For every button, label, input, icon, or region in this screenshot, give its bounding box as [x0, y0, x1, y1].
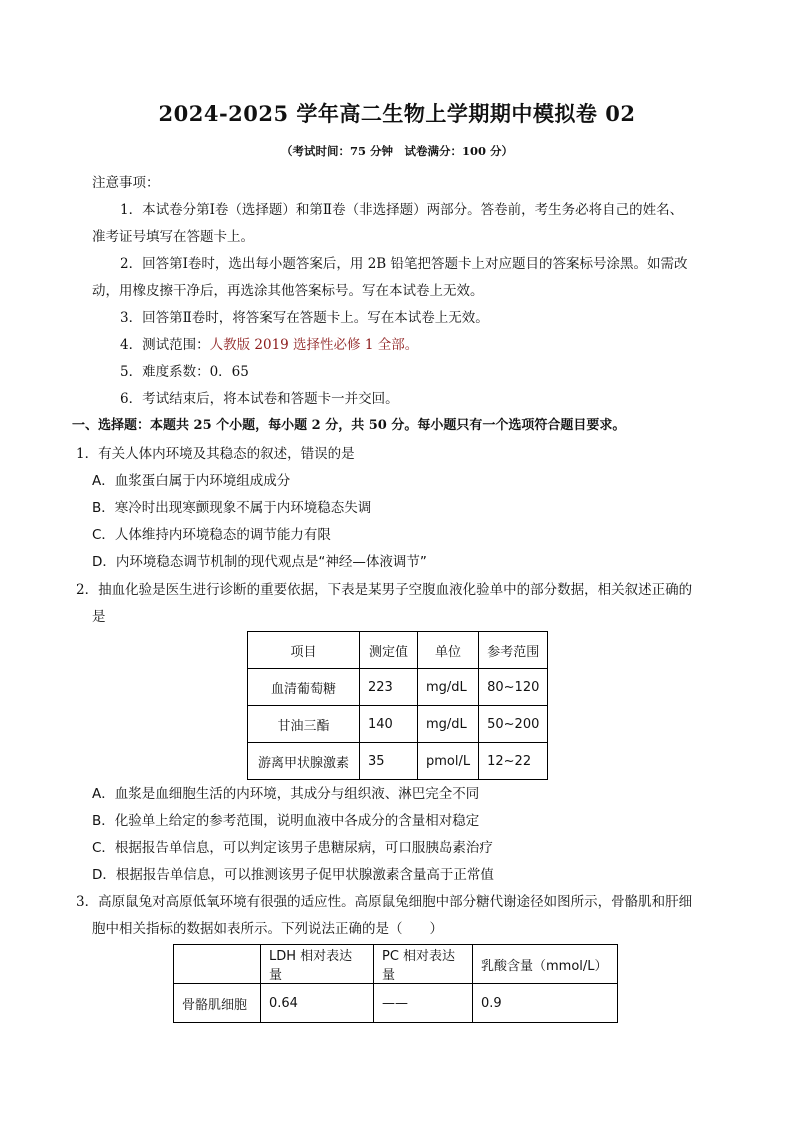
table-header-row	[174, 945, 618, 984]
notice-item-5: 5．难度系数：0．65	[120, 364, 249, 380]
table-cell: 80~120	[479, 669, 548, 706]
page-title: 2024-2025 学年高二生物上学期期中模拟卷 02	[158, 101, 636, 126]
table-cell: 骨骼肌细胞	[174, 984, 261, 1023]
q1-option-c: C．人体维持内环境稳态的调节能力有限	[92, 527, 331, 543]
table-header-cell: PC 相对表达量	[374, 945, 473, 984]
table-header-cell: LDH 相对表达量	[261, 945, 374, 984]
notice-item-2a: 2．回答第Ⅰ卷时，选出每小题答案后，用 2B 铅笔把答题卡上对应题目的答案标号涂黑。如需改	[120, 256, 688, 272]
notice-item-1a: 1．本试卷分第Ⅰ卷（选择题）和第Ⅱ卷（非选择题）两部分。答卷前，考生务必将自己的姓名、	[120, 202, 684, 218]
table-cell: mg/dL	[418, 706, 479, 743]
table-cell: 0.64	[261, 984, 374, 1023]
table-cell: 血清葡萄糖	[248, 669, 360, 706]
section-heading: 一、选择题：本题共 25 个小题，每小题 2 分，共 50 分。每小题只有一个选项符合题目要求。	[72, 418, 626, 433]
q3-stem-b: 胞中相关指标的数据如表所示。下列说法正确的是（ ）	[92, 921, 443, 937]
table-cell: mg/dL	[418, 669, 479, 706]
table-cell: 50~200	[479, 706, 548, 743]
q1-option-b: B．寒冷时出现寒颤现象不属于内环境稳态失调	[92, 500, 372, 516]
table-header-cell: 参考范围	[479, 632, 548, 669]
q2-option-b: B．化验单上给定的参考范围，说明血液中各成分的含量相对稳定	[92, 813, 480, 829]
table-header-cell: 乳酸含量（mmol/L）	[473, 945, 618, 984]
table-header-cell: 单位	[418, 632, 479, 669]
table-cell: 35	[360, 743, 418, 780]
metabolism-table	[173, 944, 618, 1023]
table-cell: 甘油三酯	[248, 706, 360, 743]
q1-stem: 1．有关人体内环境及其稳态的叙述，错误的是	[76, 446, 355, 462]
q2-option-d: D．根据报告单信息，可以推测该男子促甲状腺激素含量高于正常值	[92, 867, 494, 883]
q3-stem-a: 3．高原鼠兔对高原低氧环境有很强的适应性。高原鼠兔细胞中部分糖代谢途径如图所示，骨骼肌和肝细	[76, 894, 693, 910]
table-header-row	[248, 632, 548, 669]
q2-stem-b: 是	[92, 609, 106, 625]
table-cell: 游离甲状腺激素	[248, 743, 360, 780]
table-cell: ——	[374, 984, 473, 1023]
table-row	[248, 743, 548, 780]
notice-item-6: 6．考试结束后，将本试卷和答题卡一并交回。	[120, 391, 399, 407]
exam-info: （考试时间：75 分钟 试卷满分：100 分）	[280, 144, 513, 158]
table-cell: 223	[360, 669, 418, 706]
table-header-cell: 项目	[248, 632, 360, 669]
notice-item-4-prefix: 4．测试范围：	[120, 337, 210, 353]
blood-test-table	[247, 631, 548, 780]
q2-option-a: A．血浆是血细胞生活的内环境，其成分与组织液、淋巴完全不同	[92, 786, 480, 802]
table-row	[174, 984, 618, 1023]
table-header-cell	[174, 945, 261, 984]
table-cell: 0.9	[473, 984, 618, 1023]
table-row	[248, 669, 548, 706]
notice-item-4	[120, 333, 418, 353]
table-row	[248, 706, 548, 743]
q1-option-a: A．血浆蛋白属于内环境组成成分	[92, 473, 291, 489]
table-cell: pmol/L	[418, 743, 479, 780]
q1-option-d: D．内环境稳态调节机制的现代观点是“神经—体液调节”	[92, 554, 427, 570]
notice-item-1b: 准考证号填写在答题卡上。	[92, 229, 254, 245]
q2-stem-a: 2．抽血化验是医生进行诊断的重要依据，下表是某男子空腹血液化验单中的部分数据，相关叙述正确的	[76, 582, 693, 598]
test-range: 人教版 2019 选择性必修 1 全部。	[209, 337, 419, 353]
table-cell: 12~22	[479, 743, 548, 780]
table-cell: 140	[360, 706, 418, 743]
table-header-cell: 测定值	[360, 632, 418, 669]
q2-option-c: C．根据报告单信息，可以判定该男子患糖尿病，可口服胰岛素治疗	[92, 840, 493, 856]
notice-item-2b: 动，用橡皮擦干净后，再选涂其他答案标号。写在本试卷上无效。	[92, 283, 484, 299]
notice-heading: 注意事项：	[92, 175, 160, 191]
notice-item-3: 3．回答第Ⅱ卷时，将答案写在答题卡上。写在本试卷上无效。	[120, 310, 489, 326]
